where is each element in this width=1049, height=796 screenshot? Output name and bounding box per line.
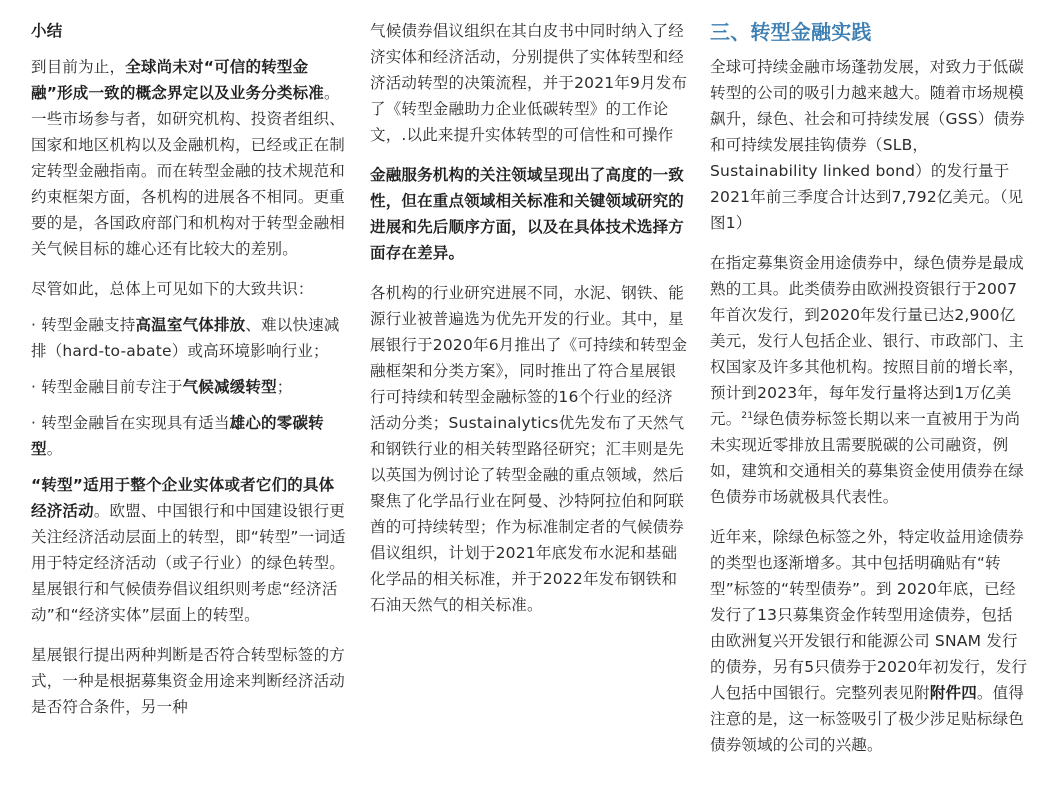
dbs-paragraph: 星展银行提出两种判断是否符合转型标签的方式，一种是根据募集资金用途来判断经济活动是否符合条件，另一种 (31, 646, 346, 716)
section-title: 三、转型金融实践 (710, 20, 872, 44)
market-paragraph: 全球可持续金融市场蓬勃发展，对致力于低碳转型的公司的吸引力越来越大。随着市场规模飙升，绿色、社会和可持续发展（GSS）债券和可持续发展挂钩债券（SLB，Sustainability linked bond）的发行量于2021年前三季度合计达到7,792亿美元。（见图1） (710, 58, 1025, 232)
text-run: 绿色债券标签长期以来一直被用于为尚未实现近零排放且需要脱碳的公司融资，例如，建筑和交通相关的募集资金使用债券在绿色债券市场就极具代表性。 (710, 410, 1025, 506)
text-run: ； (276, 378, 293, 396)
transition-bond-paragraph (710, 524, 1028, 758)
text-run: 。 (46, 440, 63, 458)
text-run: 、难以快速减排（hard-to-abate）或高环境影响行业； (31, 316, 340, 360)
bold-text: “转型”适用于整个企业实体或者它们的具体经济活动 (31, 476, 335, 520)
text-run: 。欧盟、中国银行和中国建设银行更关注经济活动层面上的转型，即“转型”一词适用于特定经济活动（或子行业）的绿色转型。星展银行和气候债券倡议组织则考虑“经济活动”和“经济实体”层面上的转型。 (31, 502, 346, 624)
column-right (710, 18, 1028, 772)
text-run: · 转型金融旨在实现具有适当 (31, 414, 230, 432)
bullet-item (31, 410, 349, 462)
summary-paragraph (31, 54, 349, 262)
column-left (31, 18, 349, 734)
text-run: 在指定募集资金用途债券中，绿色债券是最成熟的工具。此类债券由欧洲投资银行于2007年首次发行，到2020年发行量已达2,900亿美元，发行人包括企业、银行、市政部门、主权国家及许多其他机构。按照目前的增长率，预计到2023年，每年发行量将达到1万亿美元。 (710, 254, 1025, 428)
text-run: 。一些市场参与者，如研究机构、投资者组织、国家和地区机构以及金融机构，已经或正在制定转型金融指南。而在转型金融的技术规范和约束框架方面，各机构的进展各不相同。更重要的是，各国政府部门和机构对于转型金融相关气候目标的雄心还有比较大的差别。 (31, 84, 346, 258)
summary-heading: 小结 (31, 22, 63, 40)
cbi-paragraph: 气候债券倡议组织在其白皮书中同时纳入了经济实体和经济活动，分别提供了实体转型和经济活动转型的决策流程，并于2021年9月发布了《转型金融助力企业低碳转型》的工作论文，.以此来提升实体转型的可信性和可操作 (370, 22, 688, 144)
text-run: · 转型金融目前专注于 (31, 378, 183, 396)
green-bond-paragraph (710, 250, 1028, 510)
bold-text: 高温室气体排放 (135, 316, 246, 334)
text-run: 到目前为止， (31, 58, 126, 76)
text-run: · 转型金融支持 (31, 316, 136, 334)
bullet-item (31, 312, 349, 364)
column-middle (370, 18, 688, 632)
industry-research-paragraph: 各机构的行业研究进展不同，水泥、钢铁、能源行业被普遍选为优先开发的行业。其中，星展银行于2020年6月推出了《可持续和转型金融框架和分类方案》，同时推出了符合星展银行可持续和转型金融标签的16个行业的经济活动分类；Sustainalytics优先发布了天然气和钢铁行业的相关转型路径研究；汇丰则是先以英国为例讨论了转型金融的重点领域，然后聚焦了化学品行业在阿曼、沙特阿拉伯和阿联酋的可持续转型；作为标准制定者的气候债券倡议组织，计划于2021年底发布水泥和基础化学品的相关标准，并于2022年发布钢铁和石油天然气的相关标准。 (370, 284, 688, 614)
bold-text: 全球尚未对“可信的转型金融”形成一致的概念界定以及业务分类标准 (31, 58, 324, 102)
key-finding-paragraph: 金融服务机构的关注领域呈现出了高度的一致性，但在重点领域相关标准和关键领域研究的进展和先后顺序方面，以及在具体技术选择方面存在差异。 (370, 166, 685, 262)
appendix-reference: 附件四 (929, 684, 977, 702)
bold-text: 气候减缓转型 (182, 378, 277, 396)
footnote-marker: 21 (741, 410, 754, 421)
consensus-intro: 尽管如此，总体上可见如下的大致共识： (31, 280, 314, 298)
bullet-item (31, 374, 349, 400)
bold-text: 雄心的零碳转型 (31, 414, 324, 458)
text-run: 近年来，除绿色标签之外，特定收益用途债券的类型也逐渐增多。其中包括明确贴有“转型”标签的“转型债券”。到 2020年底，已经发行了13只募集资金作转型用途债券，包括由欧洲复兴开发银行和能源公司 SNAM 发行的债券，另有5只债券于2020年初发行，发行人包括中国银行。完整列表见附 (710, 528, 1028, 702)
text-run: 。值得注意的是，这一标签吸引了极少涉足贴标绿色债券领域的公司的兴趣。 (710, 684, 1025, 754)
transition-scope-paragraph (31, 472, 349, 628)
